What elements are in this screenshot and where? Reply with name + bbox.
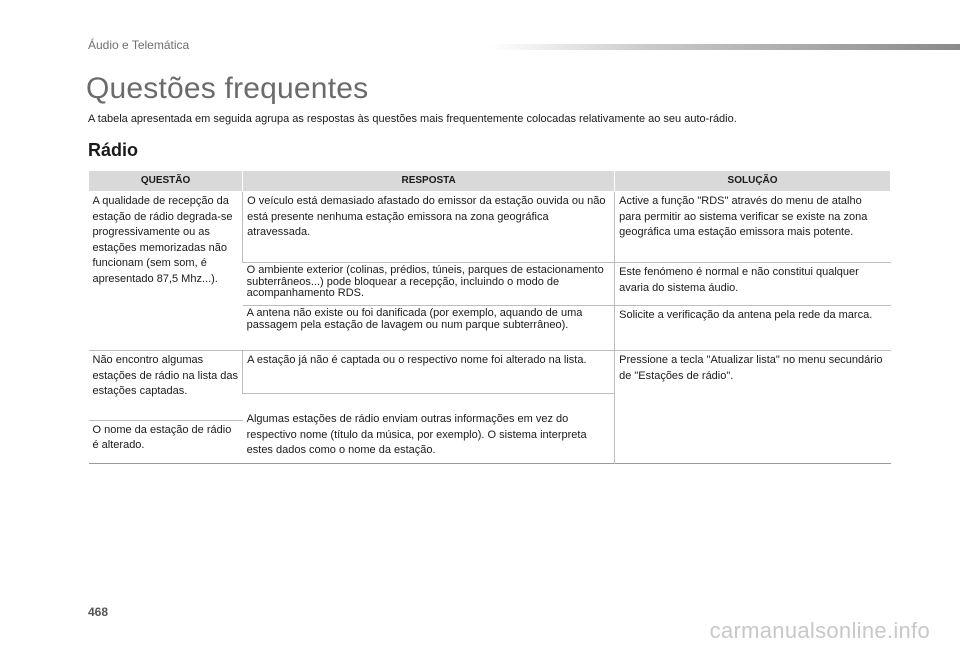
watermark: carmanualsonline.info: [709, 618, 930, 643]
intro-text: A tabela apresentada em seguida agrupa as respostas às questões mais frequentemente colocadas relativamente ao seu auto-rádio.: [88, 113, 737, 125]
answer-cell: Algumas estações de rádio enviam outras informações em vez do respectivo nome (título da música, por exemplo). O sistema interpreta estes dados como o nome da estação.: [243, 394, 615, 464]
table-row: [89, 351, 891, 394]
solution-cell: Pressione a tecla "Atualizar lista" no menu secundário de "Estações de rádio".: [615, 351, 891, 464]
faq-table: [88, 170, 891, 464]
section-header-label: Áudio e Telemática: [88, 38, 190, 52]
section-title-radio: Rádio: [88, 140, 139, 160]
table-row: [89, 192, 891, 263]
solution-cell: Solicite a verificação da antena pela rede da marca.: [615, 306, 891, 351]
header-answer: RESPOSTA: [243, 171, 615, 192]
header-gradient-rule: [490, 44, 960, 50]
table-header-row: [89, 171, 891, 192]
answer-cell: O veículo está demasiado afastado do emissor da estação ouvida ou não está presente nenhuma estação emissora na zona geográfica atravessada.: [243, 192, 615, 263]
answer-cell: O ambiente exterior (colinas, prédios, túneis, parques de estacionamento subterrâneos...) pode bloquear a recepção, incluindo o modo de acompanhamento RDS.: [243, 263, 615, 306]
header-question: QUESTÃO: [89, 171, 243, 192]
question-cell: A qualidade de recepção da estação de rádio degrada-se progressivamente ou as estações memorizadas não funcionam (sem som, é apresentado 87,5 Mhz...).: [89, 192, 243, 351]
answer-cell: A estação já não é captada ou o respectivo nome foi alterado na lista.: [243, 351, 615, 394]
question-cell: Não encontro algumas estações de rádio na lista das estações captadas.: [89, 351, 243, 421]
answer-cell: A antena não existe ou foi danificada (por exemplo, aquando de uma passagem pela estação de lavagem ou num parque subterrâneo).: [243, 306, 615, 351]
solution-cell: Active a função "RDS" através do menu de atalho para permitir ao sistema verificar se existe na zona geográfica uma estação emissora mais potente.: [615, 192, 891, 263]
page-title: Questões frequentes: [86, 72, 369, 105]
page-number: 468: [88, 605, 109, 619]
question-cell: O nome da estação de rádio é alterado.: [89, 420, 243, 463]
header-solution: SOLUÇÃO: [615, 171, 891, 192]
solution-cell: Este fenómeno é normal e não constitui qualquer avaria do sistema áudio.: [615, 263, 891, 306]
